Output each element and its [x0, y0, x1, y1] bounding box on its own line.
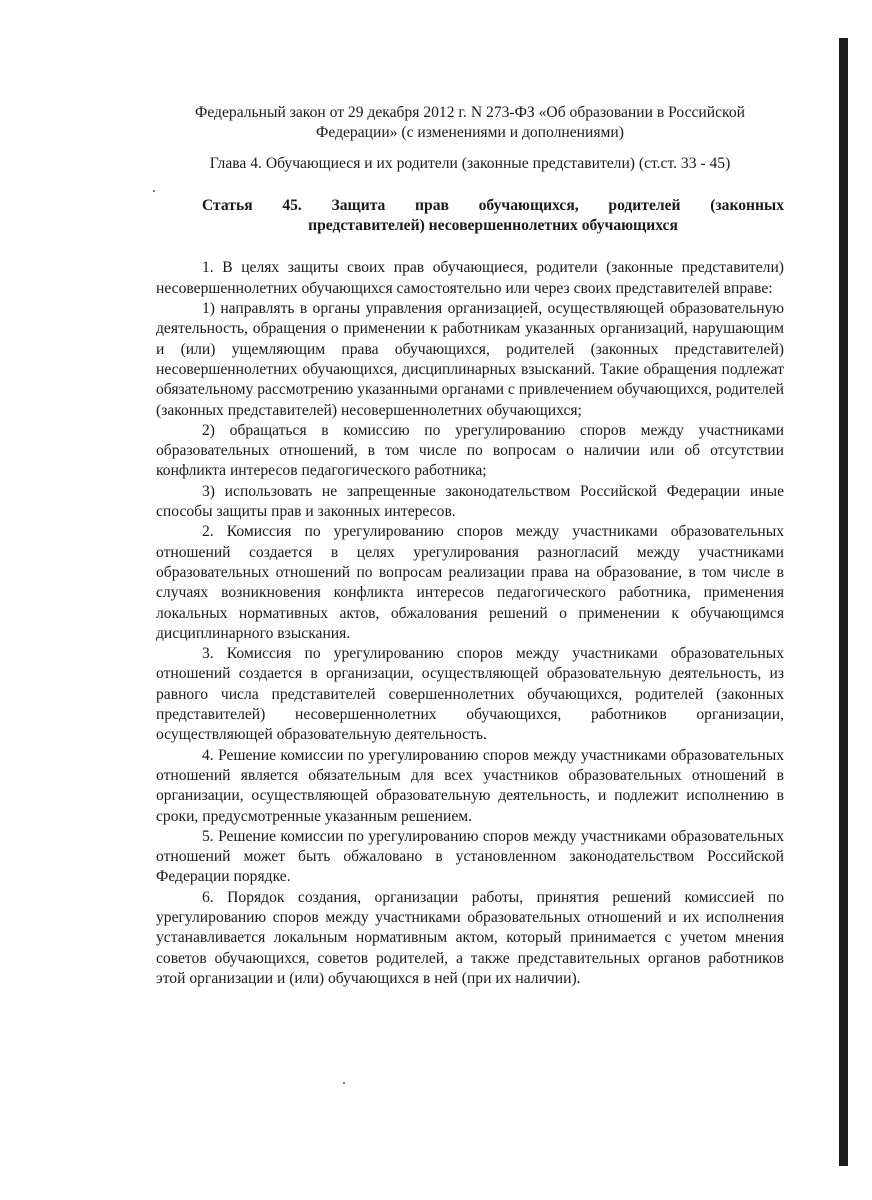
paragraph: 2) обращаться в комиссию по урегулированию споров между участниками образовательных отношений, в том числе по вопросам о наличии или об отсутствии конфликта интересов педагогического работника; — [156, 421, 784, 480]
scan-speck — [153, 190, 155, 192]
paragraph: 6. Порядок создания, организации работы, принятия решений комиссией по урегулированию споров между участниками образовательных отношений и их исполнения устанавливается локальным нормативным актом, который принимается с учетом мнения советов обучающихся, советов родителей, а также представительных органов работников этой организации и (или) обучающихся в ней (при их наличии). — [156, 888, 784, 987]
paragraph: 3. Комиссия по урегулированию споров между участниками образовательных отношений создается в организации, осуществляющей образовательную деятельность, из равного числа представителей совершеннолетних обучающихся, родителей (законных представителей) несовершеннолетних обучающихся, работников организации, осуществляющей образовательную деятельность. — [156, 645, 784, 744]
scan-speck — [343, 1082, 345, 1084]
document-header — [156, 103, 784, 174]
paragraph: 5. Решение комиссии по урегулированию споров между участниками образовательных отношений может быть обжаловано в установленном законодательством Российской Федерации порядке. — [156, 827, 784, 886]
chapter-title: Глава 4. Обучающиеся и их родители (законные представители) (ст.ст. 33 - 45) — [209, 154, 731, 172]
article-title-line1: Статья 45. Защита прав обучающихся, родителей (законных — [202, 196, 784, 214]
scan-edge-shadow — [839, 38, 848, 1166]
document-page — [156, 103, 784, 989]
article-body — [156, 258, 784, 989]
paragraph: 4. Решение комиссии по урегулированию споров между участниками образовательных отношений является обязательным для всех участников образовательных отношений в организации, осуществляющей образовательную деятельность, и подлежит исполнению в сроки, предусмотренные указанным решением. — [156, 746, 784, 825]
article-title-line2: представителей) несовершеннолетних обучающихся — [308, 217, 678, 235]
paragraph: 1) направлять в органы управления организацией, осуществляющей образовательную деятельность, обращения о применении к работникам указанных организаций, нарушающим и (или) ущемляющим права обучающихся, родителей (законных представителей) несовершеннолетних обучающихся, дисциплинарных взысканий. Такие обращения подлежат обязательному рассмотрению указанными органами с привлечением обучающихся, родителей (законных представителей) несовершеннолетних обучающихся; — [156, 300, 784, 419]
paragraph: 3) использовать не запрещенные законодательством Российской Федерации иные способы защиты прав и законных интересов. — [156, 482, 784, 521]
article-title — [156, 196, 784, 237]
law-title: Федеральный закон от 29 декабря 2012 г. N 273-ФЗ «Об образовании в Российской Федерации» (с изменениями и дополнениями) — [195, 104, 745, 142]
paragraph: 1. В целях защиты своих прав обучающиеся, родители (законные представители) несовершеннолетних обучающихся самостоятельно или через своих представителей вправе: — [156, 259, 784, 297]
paragraph: 2. Комиссия по урегулированию споров между участниками образовательных отношений создается в целях урегулирования разногласий между участниками образовательных отношений по вопросам реализации права на образование, в том числе в случаях возникновения конфликта интересов педагогического работника, применения локальных нормативных актов, обжалования решений о применении к обучающимся дисциплинарного взыскания. — [156, 523, 784, 642]
